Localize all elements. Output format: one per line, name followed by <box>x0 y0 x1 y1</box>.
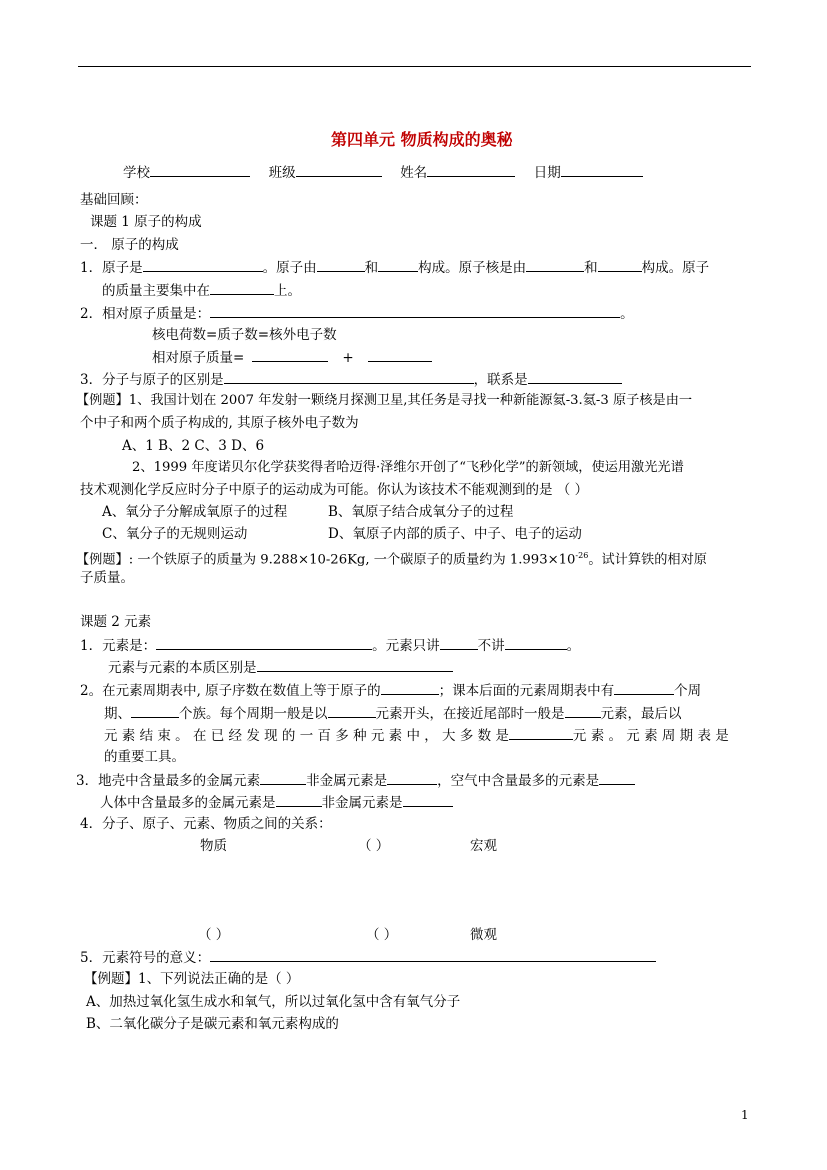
text: 5．元素符号的意义： <box>80 950 211 966</box>
example-3-line1 <box>76 547 707 569</box>
example-2-line1: 2、1999 年度诺贝尔化学获奖得者哈迈得·泽维尔开创了“飞秒化学”的新领域，使运用激光光谱 <box>132 460 684 475</box>
school-blank[interactable] <box>150 163 250 177</box>
example-4-option-b: B、二氧化碳分子是碳元素和氧元素构成的 <box>86 1016 339 1032</box>
text: ；课本后面的元素周期表中有 <box>438 683 615 699</box>
blank[interactable] <box>328 704 376 718</box>
element-q2-line2 <box>104 704 682 723</box>
text: 。试计算铁的相对原 <box>588 552 707 568</box>
text: 1．元素是： <box>80 638 157 654</box>
blank[interactable] <box>276 793 322 807</box>
blank[interactable] <box>528 370 622 384</box>
blank[interactable] <box>505 636 567 650</box>
name-label: 姓名 <box>400 165 428 181</box>
blank[interactable] <box>131 704 179 718</box>
date-blank[interactable] <box>561 163 643 177</box>
text: 2．相对原子质量是： <box>80 306 211 322</box>
text: ，空气中含量最多的元素是 <box>437 773 600 789</box>
relation-blank-top[interactable]: （ ） <box>358 838 390 854</box>
question-1 <box>80 258 709 277</box>
text: 人体中含量最多的金属元素是 <box>100 795 276 811</box>
text: 元 素 结 束 。 在 已 经 发 现 的 一 百 多 种 元 素 中 ， 大 多 数 是 <box>104 728 509 744</box>
text: 1．原子是 <box>80 260 143 276</box>
class-label: 班级 <box>268 165 296 181</box>
example-2-option-d: D、氧原子内部的质子、中子、电子的运动 <box>328 526 582 542</box>
text: 期、 <box>104 706 131 722</box>
blank[interactable] <box>210 948 656 962</box>
text: 3．地壳中含量最多的金属元素 <box>76 773 261 789</box>
example-1-line2: 个中子和两个质子构成的, 其原子核外电子数为 <box>80 415 359 431</box>
blank[interactable] <box>509 726 573 740</box>
text: 非金属元素是 <box>321 795 403 811</box>
exponent: -26 <box>575 551 589 560</box>
relative-mass-formula <box>152 348 432 367</box>
blank[interactable] <box>565 704 601 718</box>
blank[interactable] <box>599 771 635 785</box>
nuclear-charge-relation: 核电荷数=质子数=核外电子数 <box>152 327 337 343</box>
example-1-line1: 【例题】1、我国计划在 2007 年发射一颗绕月探测卫星,其任务是寻找一种新能源氦-3.氦-3 原子核是由一 <box>76 393 693 408</box>
example-2-line2: 技术观测化学反应时分子中原子的运动成为可能。你认为该技术不能观测到的是 （ ） <box>80 482 589 498</box>
blank[interactable] <box>614 681 674 695</box>
element-q1 <box>80 636 580 655</box>
header-fields <box>123 163 643 182</box>
text: 。 <box>620 306 634 322</box>
example-2-option-c: C、氧分子的无规则运动 <box>102 526 248 542</box>
text: 和 <box>584 260 598 276</box>
section-heading: 基础回顾： <box>80 192 148 208</box>
text: 元素开头，在接近尾部时一般是 <box>375 706 565 722</box>
text: 相对原子质量= <box>152 350 245 366</box>
blank[interactable] <box>526 258 584 272</box>
blank[interactable] <box>368 348 432 362</box>
example-4: 【例题】1、下列说法正确的是（ ） <box>84 971 300 987</box>
class-blank[interactable] <box>296 163 382 177</box>
example-2-option-b: B、氧原子结合成氧分子的过程 <box>328 504 514 520</box>
element-q2-line3 <box>104 726 729 745</box>
lesson-heading: 课题 1 原子的构成 <box>90 214 202 230</box>
blank[interactable] <box>317 258 365 272</box>
text: 上。 <box>274 283 301 299</box>
text: 不讲 <box>477 638 505 654</box>
blank[interactable] <box>440 636 478 650</box>
example-3-line2: 子质量。 <box>80 570 134 586</box>
text: 。原子由 <box>262 260 317 276</box>
question-2 <box>80 304 634 323</box>
element-q1-cont <box>108 658 453 677</box>
relation-blank-left[interactable]: （ ） <box>198 927 230 943</box>
blank[interactable] <box>210 304 620 318</box>
element-q5 <box>80 948 656 967</box>
blank[interactable] <box>257 658 453 672</box>
element-q4: 4．分子、原子、元素、物质之间的关系： <box>80 816 332 832</box>
text: 。元素只讲 <box>372 638 440 654</box>
element-q3 <box>76 771 635 790</box>
blank[interactable] <box>224 370 474 384</box>
text: 元素，最后以 <box>600 706 682 722</box>
text: 3．分子与原子的区别是 <box>80 372 224 388</box>
relation-matter: 物质 <box>200 838 227 854</box>
blank[interactable] <box>156 636 372 650</box>
blank[interactable] <box>403 793 453 807</box>
school-label: 学校 <box>123 165 150 181</box>
text: 构成。原子 <box>641 260 710 276</box>
name-blank[interactable] <box>427 163 515 177</box>
text: 【例题】: 一个铁原子的质量为 9.288×10-26Kg, 一个碳原子的质量约为 1.993×10 <box>76 552 576 568</box>
text: 和 <box>364 260 379 276</box>
relation-blank-right[interactable]: （ ） <box>366 927 398 943</box>
example-2-option-a: A、氧分子分解成氧原子的过程 <box>102 504 288 520</box>
blank[interactable] <box>143 258 263 272</box>
page-number: 1 <box>741 1108 749 1122</box>
element-q2 <box>80 681 701 700</box>
element-q3-cont <box>100 793 453 812</box>
text: 2。在元素周期表中, 原子序数在数值上等于原子的 <box>80 683 381 699</box>
example-4-option-a: A、加热过氧化氢生成水和氧气，所以过氧化氢中含有氧气分子 <box>86 994 461 1010</box>
blank[interactable] <box>598 258 642 272</box>
question-1-cont <box>102 281 301 300</box>
text: 元 素 。 元 素 周 期 表 是 <box>572 728 729 744</box>
header-rule <box>78 66 751 67</box>
text: 元素与元素的本质区别是 <box>108 660 257 676</box>
text: ，联系是 <box>473 372 528 388</box>
date-label: 日期 <box>533 165 561 181</box>
blank[interactable] <box>252 348 328 362</box>
blank[interactable] <box>378 258 418 272</box>
lesson-2-heading: 课题 2 元素 <box>80 614 152 630</box>
text: 个周 <box>674 683 702 699</box>
text: + <box>342 350 354 366</box>
subsection-heading: 一． 原子的构成 <box>80 237 179 253</box>
element-q2-line4: 的重要工具。 <box>104 749 185 765</box>
text: 非金属元素是 <box>306 773 388 789</box>
text: 构成。原子核是由 <box>418 260 527 276</box>
example-1-options: A、1 B、2 C、3 D、6 <box>122 438 265 454</box>
relation-micro: 微观 <box>470 927 497 943</box>
text: 个族。每个周期一般是以 <box>179 706 328 722</box>
page-title: 第四单元 物质构成的奥秘 <box>331 130 513 149</box>
text: 。 <box>566 638 581 654</box>
relation-macro: 宏观 <box>470 838 497 854</box>
blank[interactable] <box>260 771 306 785</box>
blank[interactable] <box>210 281 274 295</box>
question-3 <box>80 370 622 389</box>
blank[interactable] <box>381 681 439 695</box>
blank[interactable] <box>387 771 437 785</box>
text: 的质量主要集中在 <box>102 283 210 299</box>
